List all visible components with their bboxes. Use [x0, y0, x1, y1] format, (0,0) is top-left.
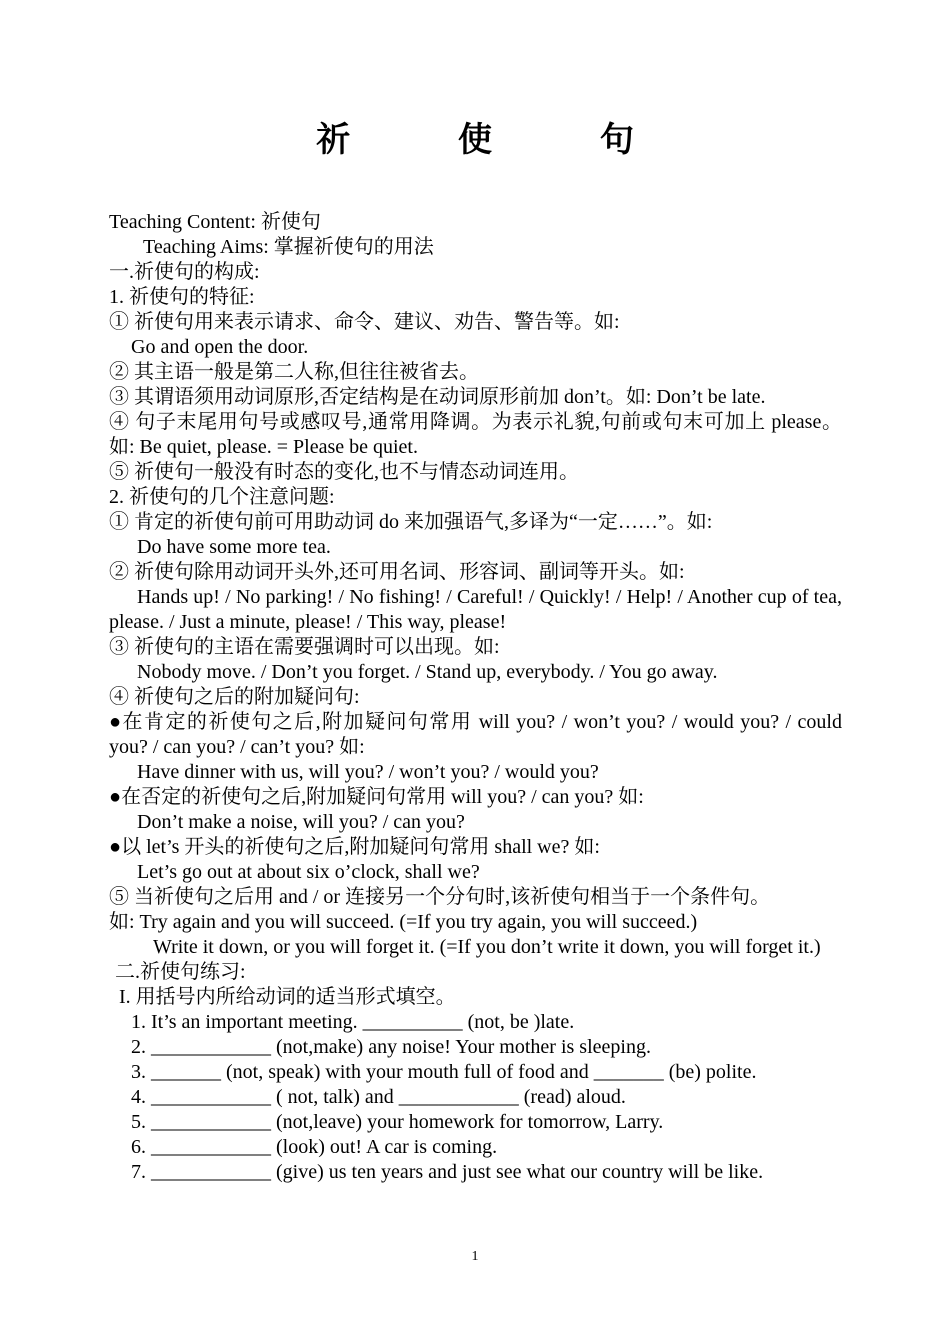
bullet-item: ●在否定的祈使句之后,附加疑问句常用 will you? / can you? 如:: [109, 786, 644, 808]
example-line: 如: Try again and you will succeed. (=If you try again, you will succeed.): [109, 911, 698, 933]
example-line: Write it down, or you will forget it. (=If you don’t write it down, you will forget it.): [153, 936, 821, 958]
bullet-item: ●以 let’s 开头的祈使句之后,附加疑问句常用 shall we? 如:: [109, 836, 600, 858]
example-line: Do have some more tea.: [137, 536, 331, 558]
rule-item: ⑤ 祈使句一般没有时态的变化,也不与情态动词连用。: [109, 461, 579, 483]
exercise-item: 3. _______ (not, speak) with your mouth full of food and _______ (be) polite.: [131, 1061, 757, 1083]
section-heading: 一.祈使句的构成:: [109, 261, 260, 283]
exercise-item: 7. ____________ (give) us ten years and just see what our country will be like.: [131, 1161, 764, 1183]
subsection-heading: 2. 祈使句的几个注意问题:: [109, 486, 335, 508]
example-line: Don’t make a noise, will you? / can you?: [137, 811, 465, 833]
example-line: Hands up! / No parking! / No fishing! / Careful! / Quickly! / Help! / Another cup of tea, please. / Just a minute, please! / This way, please!: [109, 586, 842, 633]
exercise-item: 1. It’s an important meeting. __________ (not, be )late.: [131, 1011, 575, 1033]
rule-item: ② 其主语一般是第二人称,但往往被省去。: [109, 361, 479, 383]
rule-item: ② 祈使句除用动词开头外,还可用名词、形容词、副词等开头。如:: [109, 561, 685, 583]
rule-item: ① 肯定的祈使句前可用助动词 do 来加强语气,多译为“一定……”。如:: [109, 511, 713, 533]
teaching-aims-line: Teaching Aims: 掌握祈使句的用法: [143, 236, 434, 258]
rule-item: ③ 祈使句的主语在需要强调时可以出现。如:: [109, 636, 500, 658]
rule-item: ④ 祈使句之后的附加疑问句:: [109, 686, 360, 708]
rule-item: ① 祈使句用来表示请求、命令、建议、劝告、警告等。如:: [109, 311, 620, 333]
rule-item: ③ 其谓语须用动词原形,否定结构是在动词原形前加 don’t。如: Don’t be late.: [109, 386, 766, 408]
page-title: 祈 使 句: [316, 120, 682, 160]
rule-item: ④ 句子末尾用句号或感叹号,通常用降调。为表示礼貌,句前或句末可加上 please。如: Be quiet, please. = Please be quiet.: [109, 411, 842, 458]
example-line: Nobody move. / Don’t you forget. / Stand up, everybody. / You go away.: [137, 661, 718, 683]
exercise-item: 5. ____________ (not,leave) your homework for tomorrow, Larry.: [131, 1111, 664, 1133]
subsection-heading: 1. 祈使句的特征:: [109, 286, 255, 308]
example-line: Have dinner with us, will you? / won’t you? / would you?: [137, 761, 599, 783]
document-body: [109, 210, 842, 1185]
rule-item: ⑤ 当祈使句之后用 and / or 连接另一个分句时,该祈使句相当于一个条件句。: [109, 886, 771, 908]
page-number: 1: [471, 1249, 479, 1264]
example-line: Let’s go out at about six o’clock, shall we?: [137, 861, 480, 883]
example-line: Go and open the door.: [131, 336, 309, 358]
exercise-item: 6. ____________ (look) out! A car is coming.: [131, 1136, 498, 1158]
section-heading: 二.祈使句练习:: [115, 961, 246, 983]
exercise-item: 4. ____________ ( not, talk) and ____________ (read) aloud.: [131, 1086, 626, 1108]
bullet-item: ●在肯定的祈使句之后,附加疑问句常用 will you? / won’t you? / would you? / could you? / can you? / can’t you? 如:: [109, 711, 842, 758]
exercise-heading: I. 用括号内所给动词的适当形式填空。: [119, 986, 456, 1008]
teaching-content-line: Teaching Content: 祈使句: [109, 211, 321, 233]
exercise-item: 2. ____________ (not,make) any noise! Your mother is sleeping.: [131, 1036, 651, 1058]
